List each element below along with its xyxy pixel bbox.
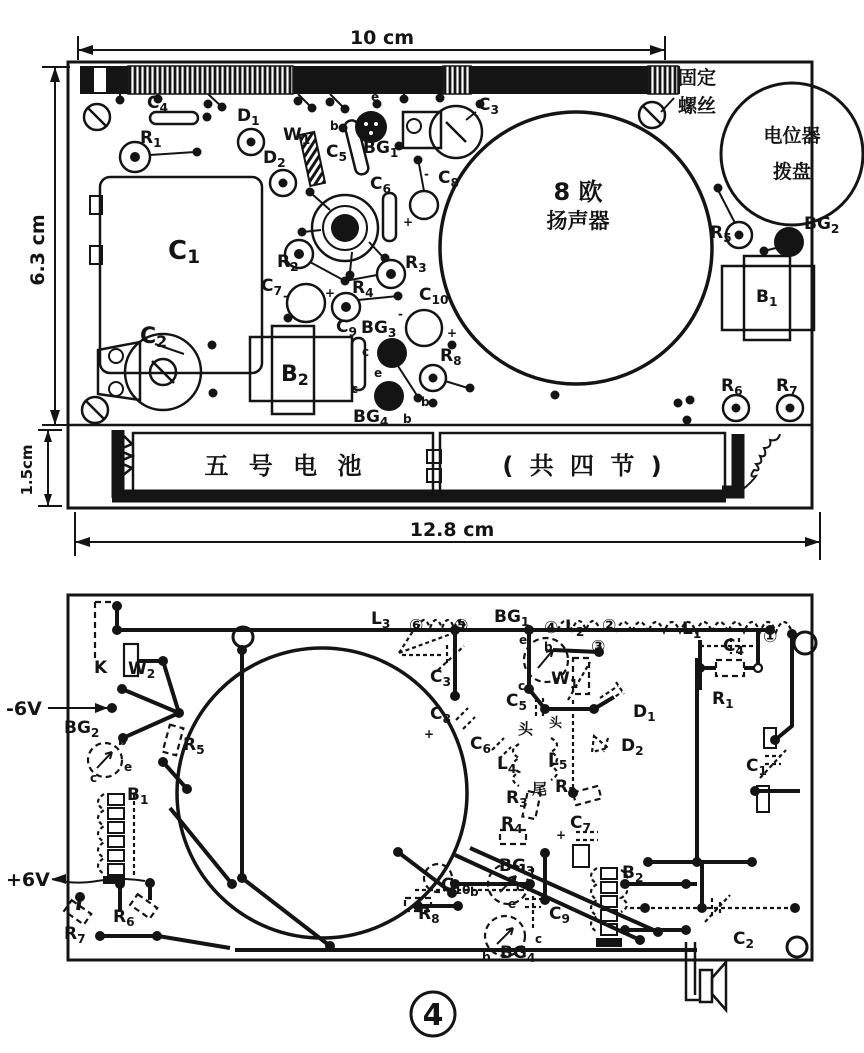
- label-D1: $D_1$: [633, 702, 656, 724]
- label-c: c: [90, 771, 98, 785]
- label-b: b: [482, 950, 491, 964]
- label-R7: $R_7$: [776, 376, 798, 398]
- label-C1: C1: [168, 236, 201, 268]
- label-c: c: [535, 932, 543, 946]
- label-e: e: [124, 760, 133, 774]
- label-L3: $L_3$: [371, 609, 391, 631]
- label-C6: $C_6$: [370, 174, 391, 196]
- resistor-r6: [723, 395, 749, 421]
- label-cn: +: [403, 215, 414, 229]
- label-c: c: [518, 679, 526, 693]
- bottom-board-labels: [64, 607, 777, 965]
- label-L4: $L_4$: [497, 754, 517, 776]
- label-b: b: [403, 412, 412, 426]
- label-C1: $C_1$: [746, 756, 767, 778]
- label-L2: $L_2$: [565, 617, 585, 639]
- label-cn: +: [556, 828, 567, 842]
- label-D1: $D_1$: [237, 106, 260, 128]
- screw-icon: [639, 102, 665, 128]
- label-W1: $W_1$: [283, 125, 311, 147]
- label-c: c: [351, 382, 359, 396]
- potentiometer-dial[interactable]: [721, 83, 863, 225]
- label-D2: $D_2$: [621, 736, 644, 758]
- resistor-r3: [377, 260, 405, 288]
- label-R4: $R_4$: [352, 278, 374, 300]
- diode-d2: [270, 170, 296, 196]
- label-C4: $C_4$: [147, 93, 168, 115]
- label-cn: 头: [518, 720, 534, 738]
- transistor-bg2: [764, 227, 804, 257]
- label-W1: $W_1$: [551, 669, 579, 691]
- speaker-hole-outline: [177, 648, 467, 938]
- diode-d1-shadow: [600, 682, 624, 704]
- capacitor-c2-shadow: [630, 895, 795, 922]
- dial-label-line1: 电位器: [763, 125, 821, 147]
- label-e: e: [508, 897, 517, 911]
- label-b: b: [470, 885, 479, 899]
- label-e: e: [519, 633, 528, 647]
- transformer-b1-shadow: [98, 794, 134, 884]
- label-BG1: $BG_1$: [363, 138, 399, 160]
- label-c: c: [516, 880, 524, 894]
- label-cn: ④: [544, 618, 559, 638]
- label-BG3: $BG_3$: [499, 856, 535, 878]
- label-R7: $R_7$: [64, 924, 86, 946]
- label-D2: $D_2$: [263, 148, 286, 170]
- label-BG1: $BG_1$: [494, 607, 530, 629]
- label-C7: $C_7$: [261, 276, 282, 298]
- trimmer-c3: [403, 106, 482, 158]
- label-C8: $C_8$: [438, 168, 459, 190]
- diode-d2-shadow: [592, 736, 608, 752]
- dimension-6-3cm: [27, 67, 70, 425]
- label-R1: $R_1$: [712, 689, 734, 711]
- screw-note-line2: 螺丝: [678, 95, 717, 117]
- label-C5: $C_5$: [506, 691, 527, 713]
- capacitor-c7: [287, 284, 325, 322]
- capacitor-c10: [406, 310, 442, 346]
- label-C2: $C_2$: [733, 929, 754, 951]
- dim-top-width: 10 cm: [349, 27, 415, 49]
- label-R6: $R_6$: [721, 376, 743, 398]
- label-R8: $R_8$: [440, 346, 462, 368]
- label-R5: $R_5$: [710, 223, 732, 245]
- label-e: e: [374, 366, 383, 380]
- pos-rail-label: +6V: [6, 869, 50, 891]
- label-C8: $C_8$: [430, 704, 451, 726]
- label-C3: $C_3$: [430, 667, 451, 689]
- battery-compartment: [112, 430, 780, 498]
- label-BG4: $BG_4$: [353, 407, 389, 429]
- speaker-outline: [440, 112, 712, 384]
- label-c: c: [362, 345, 370, 359]
- capacitor-c1-block: [90, 177, 262, 373]
- speaker-label-line2: 扬声器: [546, 209, 610, 233]
- speaker-label-line1: 8 欧: [553, 178, 603, 206]
- switch-k: [95, 602, 115, 662]
- label-b: b: [330, 119, 339, 133]
- resistor-r7: [777, 395, 803, 421]
- label-B2: $B_2$: [622, 863, 644, 885]
- diode-d1: [238, 129, 264, 155]
- label-BG3: $BG_3$: [361, 318, 397, 340]
- label-R8: $R_8$: [418, 904, 440, 926]
- label-L1: $L_1$: [682, 619, 702, 641]
- resistor-r1-shadow: [716, 660, 744, 676]
- dimension-12-8cm: [75, 512, 820, 560]
- component-shadows: [64, 602, 795, 956]
- label-C7: $C_7$: [570, 813, 591, 835]
- neg-rail-label: -6V: [6, 698, 42, 720]
- label-K: K: [94, 658, 108, 678]
- top-board-panel: [18, 27, 863, 560]
- speaker-icon: [686, 942, 726, 1010]
- label-b: b: [118, 734, 127, 748]
- label-BG4: $BG_4$: [500, 943, 536, 965]
- dim-total-width: 12.8 cm: [409, 519, 495, 541]
- label-cn: -: [283, 289, 288, 303]
- figure-number: 4: [422, 998, 444, 1033]
- label-cn: 尾: [532, 780, 548, 798]
- label-B1: $B_1$: [127, 785, 149, 807]
- label-C10: $C_{10}$: [419, 285, 449, 307]
- screw-icon: [82, 397, 108, 423]
- label-C2: C2: [140, 324, 168, 351]
- oscillator-coil: [303, 194, 383, 272]
- label-cn: +: [447, 326, 458, 340]
- label-C6: $C_6$: [470, 734, 491, 756]
- solder-joints: [75, 601, 800, 951]
- label-b: b: [544, 640, 553, 654]
- label-C9: $C_9$: [336, 317, 357, 339]
- label-R4: $R_4$: [501, 814, 523, 836]
- dial-label-line2: 拨盘: [772, 161, 812, 183]
- label-R1: $R_1$: [140, 128, 162, 150]
- label-cn: ②: [602, 616, 617, 636]
- figure-number-badge: [411, 992, 455, 1036]
- label-cn: ⑥: [409, 616, 424, 636]
- label-W2: $W_2$: [128, 659, 156, 681]
- dim-battery-height: 1.5cm: [18, 444, 36, 496]
- label-BG2: $BG_2$: [804, 214, 840, 236]
- label-C9: $C_9$: [549, 904, 570, 926]
- wiring-traces: [78, 606, 800, 950]
- battery-label-right: ( 共 四 节 ): [502, 452, 666, 480]
- label-R2: $R_2$: [277, 252, 299, 274]
- dimension-1-5cm: [18, 430, 62, 506]
- label-BG2: $BG_2$: [64, 718, 100, 740]
- label-cn: +: [424, 727, 435, 741]
- label-R2: $R_2$: [555, 777, 577, 799]
- label-b: b: [421, 395, 430, 409]
- label-B1: $B_1$: [756, 287, 778, 309]
- label-L5: $L_5$: [548, 750, 568, 772]
- label-cn: ⑤: [454, 616, 469, 636]
- label-R6: $R_6$: [113, 907, 135, 929]
- screw-icon: [84, 104, 110, 130]
- label-cn: 头: [549, 716, 563, 731]
- label-cn: -: [424, 167, 429, 181]
- label-C3: $C_3$: [478, 95, 499, 117]
- label-cn: ③: [591, 637, 606, 657]
- label-C4: $C_4$: [723, 636, 744, 658]
- label-R5: $R_5$: [183, 735, 205, 757]
- battery-wire: [742, 434, 780, 490]
- label-R3: $R_3$: [405, 253, 427, 275]
- battery-label-left: 五 号 电 池: [204, 452, 368, 480]
- capacitor-c8-shadow: [456, 708, 475, 729]
- resistor-r8: [420, 365, 468, 391]
- neg-rail-callout: [6, 698, 108, 720]
- label-cn: ①: [763, 627, 778, 647]
- dimension-10cm: [78, 27, 665, 60]
- label-e: e: [371, 90, 380, 104]
- bottom-board-panel: [6, 595, 816, 1010]
- label-cn: +: [325, 286, 336, 300]
- resistor-r5-shadow: [163, 725, 184, 756]
- label-cn: -: [398, 307, 403, 321]
- label-C5: $C_5$: [326, 142, 347, 164]
- capacitor-c4: [150, 112, 198, 124]
- label-R3: $R_3$: [506, 788, 528, 810]
- screw-note-line1: 固定: [678, 67, 717, 89]
- dim-left-height: 6.3 cm: [27, 214, 49, 286]
- label-C10: $C_{10}$: [441, 875, 471, 897]
- capacitor-c6: [383, 193, 396, 241]
- label-B2: B2: [281, 362, 309, 389]
